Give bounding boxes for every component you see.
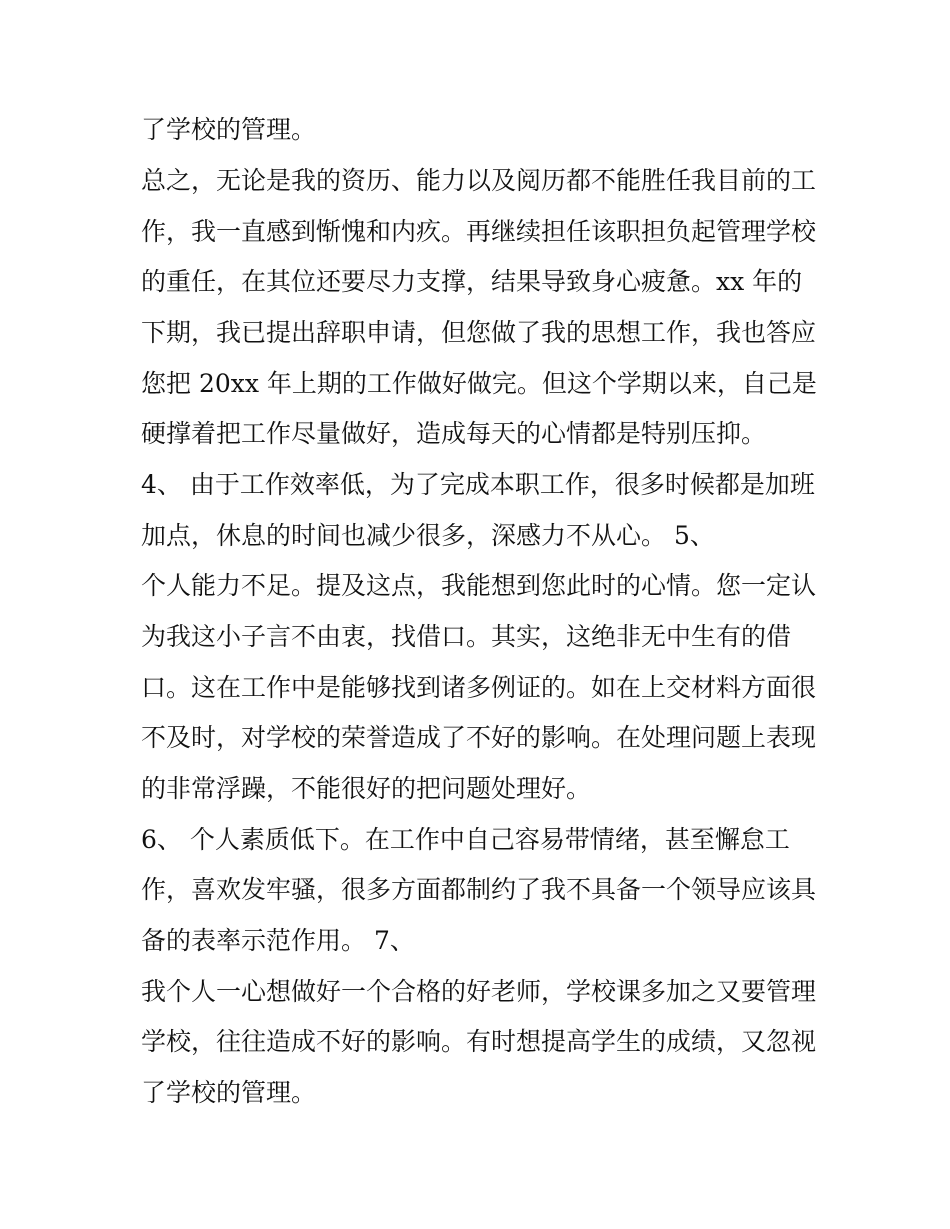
text-line: 的非常浮躁，不能很好的把问题处理好。 [141, 774, 592, 803]
text-line: 个人能力不足。提及这点，我能想到您此时的心情。您一定认 [141, 571, 817, 600]
text-line: 了学校的管理。 [141, 1078, 317, 1107]
text-line: 我个人一心想做好一个合格的好老师，学校课多加之又要管理 [141, 977, 817, 1006]
text-line: 口。这在工作中是能够找到诸多例证的。如在上交材料方面很 [141, 673, 817, 702]
text-line: 您把 20xx 年上期的工作做好做完。但这个学期以来，自己是 [141, 369, 817, 398]
text-line: 作，喜欢发牢骚，很多方面都制约了我不具备一个领导应该具 [141, 875, 817, 904]
text-line: 6、 个人素质低下。在工作中自己容易带情绪，甚至懈怠工 [141, 825, 790, 854]
text-line: 4、 由于工作效率低，为了完成本职工作，很多时候都是加班 [141, 470, 815, 499]
text-line: 不及时，对学校的荣誉造成了不好的影响。在处理问题上表现 [141, 723, 817, 752]
text-line: 硬撑着把工作尽量做好，造成每天的心情都是特别压抑。 [141, 419, 767, 448]
text-line: 下期，我已提出辞职申请，但您做了我的思想工作，我也答应 [141, 318, 817, 347]
text-line: 作，我一直感到惭愧和内疚。再继续担任该职担负起管理学校 [141, 217, 817, 246]
text-line: 备的表率示范作用。 7、 [141, 926, 415, 955]
text-line: 的重任，在其位还要尽力支撑，结果导致身心疲惫。xx 年的 [141, 267, 803, 296]
text-line: 加点，休息的时间也减少很多，深感力不从心。 5、 [141, 521, 715, 550]
text-line: 了学校的管理。 [141, 115, 317, 144]
text-line: 为我这小子言不由衷，找借口。其实，这绝非无中生有的借 [141, 622, 792, 651]
text-line: 学校，往往造成不好的影响。有时想提高学生的成绩，又忽视 [141, 1027, 817, 1056]
text-line: 总之，无论是我的资历、能力以及阅历都不能胜任我目前的工 [141, 166, 817, 195]
